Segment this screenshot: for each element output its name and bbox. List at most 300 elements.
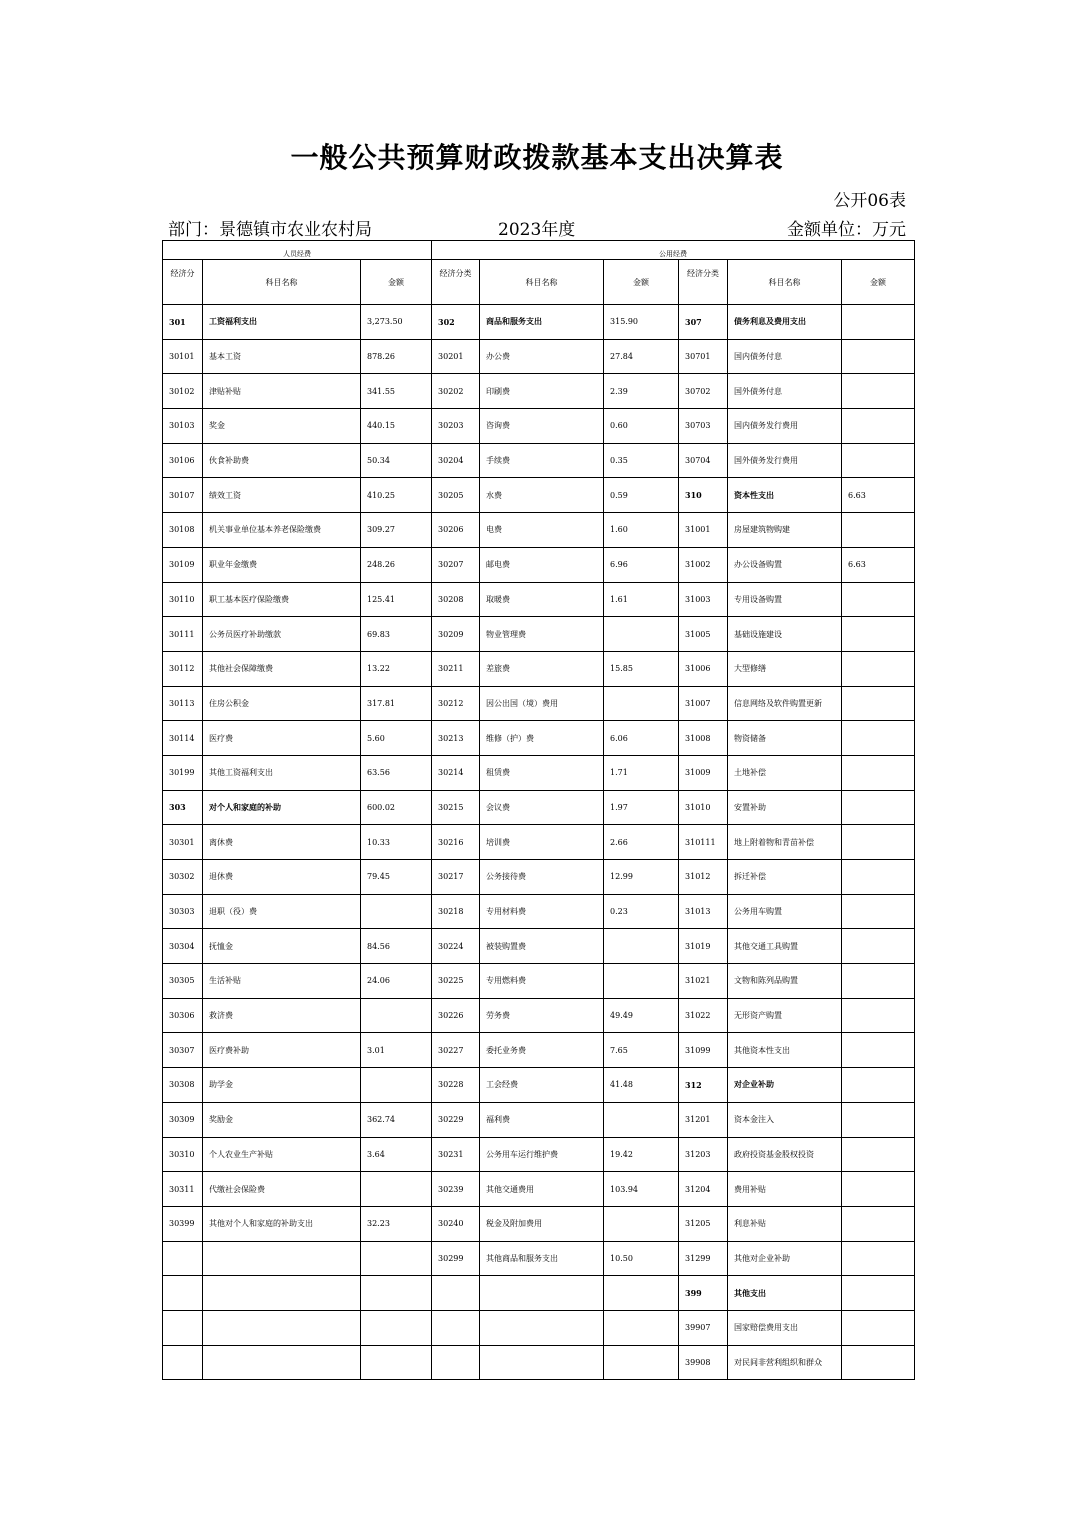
table-row — [163, 478, 915, 513]
economic-code-cell: 30202 — [432, 374, 480, 409]
subject-name-cell: 奖励金 — [203, 1102, 361, 1137]
economic-code-cell: 31008 — [679, 721, 728, 756]
amount-cell — [842, 1068, 915, 1103]
economic-code-cell: 307 — [679, 305, 728, 340]
amount-cell: 12.99 — [604, 860, 679, 895]
economic-code-cell: 30226 — [432, 998, 480, 1033]
economic-code-cell: 30212 — [432, 686, 480, 721]
amount-cell: 13.22 — [361, 651, 432, 686]
subject-name-cell: 基本工资 — [203, 339, 361, 374]
amount-cell: 0.60 — [604, 409, 679, 444]
economic-code-cell: 31201 — [679, 1102, 728, 1137]
economic-code-cell — [163, 1276, 203, 1311]
economic-code-cell: 30306 — [163, 998, 203, 1033]
table-row — [163, 547, 915, 582]
subject-name-cell: 退休费 — [203, 860, 361, 895]
table-row — [163, 1172, 915, 1207]
economic-code-cell: 312 — [679, 1068, 728, 1103]
economic-code-cell: 30107 — [163, 478, 203, 513]
amount-cell — [842, 1172, 915, 1207]
subject-name-cell: 专用材料费 — [480, 894, 604, 929]
subject-name-cell: 邮电费 — [480, 547, 604, 582]
table-row — [163, 582, 915, 617]
economic-code-cell: 30308 — [163, 1068, 203, 1103]
amount-cell — [842, 582, 915, 617]
amount-cell: 315.90 — [604, 305, 679, 340]
table-row — [163, 1276, 915, 1311]
subject-name-cell: 抚恤金 — [203, 929, 361, 964]
table-row — [163, 755, 915, 790]
amount-cell: 7.65 — [604, 1033, 679, 1068]
subject-name-cell: 文物和陈列品购置 — [728, 964, 842, 999]
economic-code-cell: 30217 — [432, 860, 480, 895]
col-header-name: 科目名称 — [728, 260, 842, 305]
subject-name-cell: 生活补贴 — [203, 964, 361, 999]
economic-code-cell: 30204 — [432, 443, 480, 478]
amount-cell — [361, 1276, 432, 1311]
subject-name-cell: 其他工资福利支出 — [203, 755, 361, 790]
subject-name-cell: 助学金 — [203, 1068, 361, 1103]
economic-code-cell: 30302 — [163, 860, 203, 895]
amount-cell: 50.34 — [361, 443, 432, 478]
economic-code-cell: 31021 — [679, 964, 728, 999]
subject-name-cell: 绩效工资 — [203, 478, 361, 513]
economic-code-cell — [163, 1310, 203, 1345]
economic-code-cell: 301 — [163, 305, 203, 340]
economic-code-cell: 30231 — [432, 1137, 480, 1172]
subject-name-cell: 工资福利支出 — [203, 305, 361, 340]
subject-name-cell: 其他社会保障缴费 — [203, 651, 361, 686]
amount-cell — [842, 305, 915, 340]
subject-name-cell: 物业管理费 — [480, 617, 604, 652]
amount-cell: 362.74 — [361, 1102, 432, 1137]
economic-code-cell: 30214 — [432, 755, 480, 790]
amount-cell: 600.02 — [361, 790, 432, 825]
table-row — [163, 721, 915, 756]
table-row — [163, 339, 915, 374]
amount-cell: 19.42 — [604, 1137, 679, 1172]
subject-name-cell: 委托业务费 — [480, 1033, 604, 1068]
subject-name-cell: 伙食补助费 — [203, 443, 361, 478]
amount-cell — [842, 651, 915, 686]
subject-name-cell: 维修（护）费 — [480, 721, 604, 756]
amount-cell — [842, 964, 915, 999]
economic-code-cell — [163, 1241, 203, 1276]
amount-cell: 10.33 — [361, 825, 432, 860]
subject-name-cell — [480, 1345, 604, 1380]
economic-code-cell: 31022 — [679, 998, 728, 1033]
amount-cell — [842, 894, 915, 929]
subject-name-cell: 专用设备购置 — [728, 582, 842, 617]
economic-code-cell: 30206 — [432, 513, 480, 548]
economic-code-cell: 30701 — [679, 339, 728, 374]
amount-cell: 341.55 — [361, 374, 432, 409]
subject-name-cell: 职业年金缴费 — [203, 547, 361, 582]
amount-cell — [842, 374, 915, 409]
subject-name-cell — [203, 1310, 361, 1345]
economic-code-cell: 30213 — [432, 721, 480, 756]
amount-cell: 6.63 — [842, 547, 915, 582]
subject-name-cell: 工会经费 — [480, 1068, 604, 1103]
economic-code-cell: 31204 — [679, 1172, 728, 1207]
amount-cell — [842, 513, 915, 548]
subject-name-cell: 商品和服务支出 — [480, 305, 604, 340]
expenditure-table — [162, 240, 915, 1380]
subject-name-cell: 手续费 — [480, 443, 604, 478]
economic-code-cell: 30108 — [163, 513, 203, 548]
amount-cell — [604, 617, 679, 652]
subject-name-cell: 资本金注入 — [728, 1102, 842, 1137]
economic-code-cell: 30218 — [432, 894, 480, 929]
amount-cell: 125.41 — [361, 582, 432, 617]
amount-cell: 1.71 — [604, 755, 679, 790]
amount-cell — [842, 998, 915, 1033]
subject-name-cell: 土地补偿 — [728, 755, 842, 790]
amount-cell — [842, 1276, 915, 1311]
economic-code-cell: 30227 — [432, 1033, 480, 1068]
amount-cell — [604, 1206, 679, 1241]
economic-code-cell: 30111 — [163, 617, 203, 652]
economic-code-cell: 31205 — [679, 1206, 728, 1241]
economic-code-cell: 310 — [679, 478, 728, 513]
subject-name-cell: 因公出国（境）费用 — [480, 686, 604, 721]
amount-cell: 6.63 — [842, 478, 915, 513]
subject-name-cell — [203, 1276, 361, 1311]
amount-cell: 2.39 — [604, 374, 679, 409]
economic-code-cell: 30208 — [432, 582, 480, 617]
subject-name-cell — [480, 1276, 604, 1311]
table-row — [163, 1033, 915, 1068]
amount-cell — [361, 998, 432, 1033]
table-row — [163, 374, 915, 409]
amount-cell: 41.48 — [604, 1068, 679, 1103]
subject-name-cell: 政府投资基金股权投资 — [728, 1137, 842, 1172]
economic-code-cell: 31002 — [679, 547, 728, 582]
economic-code-cell: 30309 — [163, 1102, 203, 1137]
subject-name-cell: 机关事业单位基本养老保险缴费 — [203, 513, 361, 548]
subject-name-cell: 专用燃料费 — [480, 964, 604, 999]
subject-name-cell: 会议费 — [480, 790, 604, 825]
amount-cell — [842, 1033, 915, 1068]
subject-name-cell: 大型修缮 — [728, 651, 842, 686]
subject-name-cell: 其他对企业补助 — [728, 1241, 842, 1276]
subject-name-cell: 医疗费 — [203, 721, 361, 756]
economic-code-cell: 30216 — [432, 825, 480, 860]
economic-code-cell: 30201 — [432, 339, 480, 374]
subject-name-cell: 国外债务付息 — [728, 374, 842, 409]
subject-name-cell: 资本性支出 — [728, 478, 842, 513]
group-header-row — [163, 241, 915, 260]
table-row — [163, 860, 915, 895]
economic-code-cell: 30112 — [163, 651, 203, 686]
amount-cell — [604, 1310, 679, 1345]
subject-name-cell — [480, 1310, 604, 1345]
subject-name-cell: 劳务费 — [480, 998, 604, 1033]
economic-code-cell: 30305 — [163, 964, 203, 999]
economic-code-cell: 30103 — [163, 409, 203, 444]
table-row — [163, 1206, 915, 1241]
table-row — [163, 1345, 915, 1380]
economic-code-cell: 31019 — [679, 929, 728, 964]
amount-cell — [842, 1241, 915, 1276]
amount-cell: 0.59 — [604, 478, 679, 513]
table-row — [163, 513, 915, 548]
amount-cell — [604, 1102, 679, 1137]
amount-cell — [842, 1102, 915, 1137]
subject-name-cell: 其他交通工具购置 — [728, 929, 842, 964]
subject-name-cell: 水费 — [480, 478, 604, 513]
col-header-name: 科目名称 — [203, 260, 361, 305]
subject-name-cell: 退职（役）费 — [203, 894, 361, 929]
col-header-name: 科目名称 — [480, 260, 604, 305]
economic-code-cell: 31299 — [679, 1241, 728, 1276]
amount-cell — [604, 686, 679, 721]
table-row — [163, 964, 915, 999]
amount-cell: 248.26 — [361, 547, 432, 582]
subject-name-cell: 医疗费补助 — [203, 1033, 361, 1068]
col-header-amount: 金额 — [604, 260, 679, 305]
amount-cell — [604, 1276, 679, 1311]
subject-name-cell: 信息网络及软件购置更新 — [728, 686, 842, 721]
col-header-code: 经济分 — [163, 260, 203, 305]
table-row — [163, 409, 915, 444]
subject-name-cell: 救济费 — [203, 998, 361, 1033]
economic-code-cell: 30207 — [432, 547, 480, 582]
economic-code-cell: 30109 — [163, 547, 203, 582]
unit-label: 金额单位：万元 — [787, 220, 906, 240]
subject-name-cell: 其他资本性支出 — [728, 1033, 842, 1068]
economic-code-cell: 30102 — [163, 374, 203, 409]
economic-code-cell: 39907 — [679, 1310, 728, 1345]
subject-name-cell: 培训费 — [480, 825, 604, 860]
subject-name-cell: 公务用车运行维护费 — [480, 1137, 604, 1172]
amount-cell: 3.01 — [361, 1033, 432, 1068]
amount-cell — [361, 1241, 432, 1276]
subject-name-cell: 住房公积金 — [203, 686, 361, 721]
column-header-row — [163, 260, 915, 305]
amount-cell: 317.81 — [361, 686, 432, 721]
economic-code-cell — [163, 1345, 203, 1380]
year-label: 2023年度 — [498, 220, 576, 240]
economic-code-cell: 30215 — [432, 790, 480, 825]
economic-code-cell: 30225 — [432, 964, 480, 999]
table-row — [163, 686, 915, 721]
subject-name-cell: 办公费 — [480, 339, 604, 374]
amount-cell — [361, 1068, 432, 1103]
economic-code-cell: 31013 — [679, 894, 728, 929]
amount-cell — [604, 929, 679, 964]
subject-name-cell: 代缴社会保险费 — [203, 1172, 361, 1207]
amount-cell: 6.06 — [604, 721, 679, 756]
economic-code-cell: 30101 — [163, 339, 203, 374]
amount-cell: 63.56 — [361, 755, 432, 790]
economic-code-cell: 30110 — [163, 582, 203, 617]
subject-name-cell: 福利费 — [480, 1102, 604, 1137]
amount-cell: 10.50 — [604, 1241, 679, 1276]
subject-name-cell: 其他商品和服务支出 — [480, 1241, 604, 1276]
page-title: 一般公共预算财政拨款基本支出决算表 — [290, 141, 784, 174]
amount-cell — [842, 1310, 915, 1345]
amount-cell: 6.96 — [604, 547, 679, 582]
amount-cell: 3.64 — [361, 1137, 432, 1172]
amount-cell — [842, 409, 915, 444]
amount-cell: 27.84 — [604, 339, 679, 374]
amount-cell: 1.97 — [604, 790, 679, 825]
col-header-amount: 金额 — [842, 260, 915, 305]
subject-name-cell — [203, 1241, 361, 1276]
table-row — [163, 617, 915, 652]
table-row — [163, 443, 915, 478]
subject-name-cell: 安置补助 — [728, 790, 842, 825]
amount-cell: 24.06 — [361, 964, 432, 999]
department-label: 部门：景德镇市农业农村局 — [168, 220, 372, 240]
subject-name-cell: 租赁费 — [480, 755, 604, 790]
amount-cell — [842, 860, 915, 895]
amount-cell — [842, 1206, 915, 1241]
table-row — [163, 998, 915, 1033]
amount-cell — [842, 339, 915, 374]
amount-cell: 3,273.50 — [361, 305, 432, 340]
table-row — [163, 1137, 915, 1172]
table-row — [163, 894, 915, 929]
amount-cell: 410.25 — [361, 478, 432, 513]
economic-code-cell: 302 — [432, 305, 480, 340]
economic-code-cell: 31006 — [679, 651, 728, 686]
economic-code-cell: 31005 — [679, 617, 728, 652]
economic-code-cell: 30229 — [432, 1102, 480, 1137]
subject-name-cell: 职工基本医疗保险缴费 — [203, 582, 361, 617]
subject-name-cell: 咨询费 — [480, 409, 604, 444]
economic-code-cell: 30240 — [432, 1206, 480, 1241]
economic-code-cell: 30299 — [432, 1241, 480, 1276]
table-row — [163, 929, 915, 964]
form-code: 公开06表 — [833, 191, 906, 211]
economic-code-cell: 31099 — [679, 1033, 728, 1068]
col-header-amount: 金额 — [361, 260, 432, 305]
amount-cell: 0.23 — [604, 894, 679, 929]
economic-code-cell: 31010 — [679, 790, 728, 825]
economic-code-cell: 30399 — [163, 1206, 203, 1241]
amount-cell — [361, 894, 432, 929]
subject-name-cell: 离休费 — [203, 825, 361, 860]
table-row — [163, 305, 915, 340]
subject-name-cell: 差旅费 — [480, 651, 604, 686]
amount-cell: 84.56 — [361, 929, 432, 964]
economic-code-cell: 30311 — [163, 1172, 203, 1207]
public-expense-header: 公用经费 — [432, 241, 915, 260]
subject-name-cell: 印刷费 — [480, 374, 604, 409]
subject-name-cell: 个人农业生产补贴 — [203, 1137, 361, 1172]
economic-code-cell: 310111 — [679, 825, 728, 860]
subject-name-cell: 公务接待费 — [480, 860, 604, 895]
amount-cell — [842, 1137, 915, 1172]
amount-cell — [604, 964, 679, 999]
economic-code-cell: 39908 — [679, 1345, 728, 1380]
economic-code-cell: 30203 — [432, 409, 480, 444]
economic-code-cell: 31009 — [679, 755, 728, 790]
subject-name-cell: 无形资产购置 — [728, 998, 842, 1033]
subject-name-cell: 费用补贴 — [728, 1172, 842, 1207]
amount-cell — [361, 1172, 432, 1207]
amount-cell — [842, 721, 915, 756]
subject-name-cell: 物资储备 — [728, 721, 842, 756]
amount-cell: 309.27 — [361, 513, 432, 548]
economic-code-cell: 399 — [679, 1276, 728, 1311]
table-row — [163, 790, 915, 825]
economic-code-cell: 31203 — [679, 1137, 728, 1172]
amount-cell: 103.94 — [604, 1172, 679, 1207]
amount-cell — [842, 617, 915, 652]
subject-name-cell: 对企业补助 — [728, 1068, 842, 1103]
subject-name-cell: 公务员医疗补助缴款 — [203, 617, 361, 652]
economic-code-cell: 30310 — [163, 1137, 203, 1172]
economic-code-cell: 31003 — [679, 582, 728, 617]
amount-cell: 69.83 — [361, 617, 432, 652]
amount-cell — [842, 1345, 915, 1380]
economic-code-cell: 30228 — [432, 1068, 480, 1103]
amount-cell: 79.45 — [361, 860, 432, 895]
subject-name-cell: 税金及附加费用 — [480, 1206, 604, 1241]
subject-name-cell: 对个人和家庭的补助 — [203, 790, 361, 825]
table-row — [163, 1310, 915, 1345]
subject-name-cell: 公务用车购置 — [728, 894, 842, 929]
economic-code-cell: 30205 — [432, 478, 480, 513]
amount-cell — [842, 790, 915, 825]
subject-name-cell: 债务利息及费用支出 — [728, 305, 842, 340]
economic-code-cell: 30307 — [163, 1033, 203, 1068]
col-header-code: 经济分类 — [432, 260, 480, 305]
amount-cell: 15.85 — [604, 651, 679, 686]
economic-code-cell — [432, 1310, 480, 1345]
subject-name-cell: 其他支出 — [728, 1276, 842, 1311]
economic-code-cell: 30704 — [679, 443, 728, 478]
subject-name-cell: 基础设施建设 — [728, 617, 842, 652]
subject-name-cell: 津贴补贴 — [203, 374, 361, 409]
table-row — [163, 1241, 915, 1276]
subject-name-cell: 国家赔偿费用支出 — [728, 1310, 842, 1345]
economic-code-cell: 30199 — [163, 755, 203, 790]
economic-code-cell — [432, 1345, 480, 1380]
economic-code-cell: 30113 — [163, 686, 203, 721]
amount-cell: 32.23 — [361, 1206, 432, 1241]
col-header-code: 经济分类 — [679, 260, 728, 305]
economic-code-cell: 30224 — [432, 929, 480, 964]
subject-name-cell: 国内债务付息 — [728, 339, 842, 374]
amount-cell: 5.60 — [361, 721, 432, 756]
subject-name-cell: 国外债务发行费用 — [728, 443, 842, 478]
amount-cell — [842, 686, 915, 721]
economic-code-cell — [432, 1276, 480, 1311]
amount-cell: 1.60 — [604, 513, 679, 548]
subject-name-cell: 地上附着物和青苗补偿 — [728, 825, 842, 860]
amount-cell — [604, 1345, 679, 1380]
subject-name-cell: 办公设备购置 — [728, 547, 842, 582]
amount-cell: 49.49 — [604, 998, 679, 1033]
subject-name-cell: 国内债务发行费用 — [728, 409, 842, 444]
subject-name-cell: 奖金 — [203, 409, 361, 444]
economic-code-cell: 30702 — [679, 374, 728, 409]
table-row — [163, 1102, 915, 1137]
economic-code-cell: 31007 — [679, 686, 728, 721]
amount-cell — [361, 1310, 432, 1345]
subject-name-cell: 其他对个人和家庭的补助支出 — [203, 1206, 361, 1241]
subject-name-cell: 被装购置费 — [480, 929, 604, 964]
economic-code-cell: 30114 — [163, 721, 203, 756]
subject-name-cell: 取暖费 — [480, 582, 604, 617]
economic-code-cell: 303 — [163, 790, 203, 825]
subject-name-cell: 电费 — [480, 513, 604, 548]
amount-cell — [361, 1345, 432, 1380]
